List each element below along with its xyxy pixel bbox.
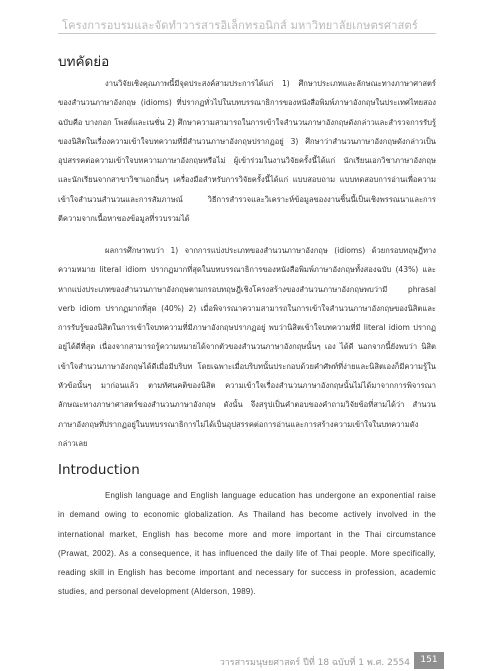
abstract-paragraph-1 [58,74,436,228]
header-divider [58,33,436,34]
page-footer [0,652,480,671]
page-number: 151 [414,652,444,669]
introduction-heading: Introduction [58,462,140,478]
abstract-heading: บทคัดย่อ [58,54,110,70]
abstract-paragraph-2 [58,241,436,453]
introduction-paragraph-1-text: English language and English language education has undergone an exponential raise in demand owing to economic globalization. As Thailand has become actively involved in the international market, English has become more and more important in the Thai circumstance (Prawat, 2002). As a consequence, it has influenced the daily life of Thai people. More specifically, reading skill in English has become important and necessary for success in profession, academic studies, and personal development (Alderson, 1989). [58,491,436,597]
journal-citation: วารสารมนุษยศาสตร์ ปีที่ 18 ฉบับที่ 1 พ.ศ. 2554 [219,658,410,668]
abstract-paragraph-1-text: งานวิจัยเชิงคุณภาพนี้มีจุดประสงค์สามประการได้แก่ 1) ศึกษาประเภทและลักษณะทางภาษาศาสตร์ของสำนวนภาษาอังกฤษ (idioms) ที่ปรากฏทั่วไปในบทบรรณาธิการของหนังสือพิมพ์ภาษาอังกฤษในประเทศไทยสองฉบับคือ บางกอก โพสต์และเนชั่น 2) ศึกษาความสามารถในการเข้าใจสำนวนภาษาอังกฤษดังกล่าวและสำรวจการรับรู้ของนิสิตในเรื่องความเข้าใจบทความที่มีสำนวนภาษาอังกฤษปรากฏอยู่ 3) ศึกษาว่าสำนวนภาษาอังกฤษดังกล่าวเป็นอุปสรรคต่อความเข้าใจบทความภาษาอังกฤษหรือไม่ ผู้เข้าร่วมในงานวิจัยครั้งนี้ได้แก่ นักเรียนเอกวิชาภาษาอังกฤษและนักเรียนจากสาขาวิชาเอกอื่นๆ เครื่องมือสำหรับการวิจัยครั้งนี้ได้แก่ แบบสอบถาม แบบทดสอบการอ่านเพื่อความเข้าใจสำนวนสำนวนและการสัมภาษณ์ วิธีการสำรวจและวิเคราะห์ข้อมูลของงานชิ้นนี้เป็นเชิงพรรณนาและการตีความจากเนื้อหาของข้อมูลที่รวบรวมได้ [58,79,436,224]
running-head: โครงการอบรมและจัดทำวารสารอิเล็กทรอนิกส์ มหาวิทยาลัยเกษตรศาสตร์ [62,19,418,32]
abstract-paragraph-2-text: ผลการศึกษาพบว่า 1) จากการแบ่งประเภทของสำนวนภาษาอังกฤษ (idioms) ด้วยกรอบทฤษฎีทางความหมาย literal idiom ปรากฏมากที่สุดในบทบรรณาธิการของหนังสือพิมพ์ภาษาอังกฤษทั้งสองฉบับ (43%) และหากแบ่งประเภทของสำนวนภาษาอังกฤษตามกรอบทฤษฎีเชิงโครงสร้างของสำนวนภาษาอังกฤษพบว่ามี phrasal verb idiom ปรากฏมากที่สุด (40%) 2) เมื่อพิจารณาความสามารถในการเข้าใจสำนวนภาษาอังกฤษของนิสิตและการรับรู้ของนิสิตในการเข้าใจบทความที่มีภาษาอังกฤษปรากฏอยู่ พบว่านิสิตเข้าใจบทความที่มี literal idiom ปรากฏอยู่ได้ดีที่สุด เนื่องจากสามารถรู้ความหมายได้จากตัวของสำนวนภาษาอังกฤษนั้นๆ เอง ได้ดี นอกจากนี้ยังพบว่า นิสิตเข้าใจสำนวนภาษาอังกฤษได้ดีเมื่อมีบริบท โดยเฉพาะเมื่อบริบทนั้นประกอบด้วยคำศัพท์ที่ง่ายและนิสิตเองก็มีความรู้ในหัวข้อนั้นๆ มาก่อนแล้ว ตามทัศนคติของนิสิต ความเข้าใจเรื่องสำนวนภาษาอังกฤษนั้นไม่ได้มาจากการพิจารณาลักษณะทางภาษาศาสตร์ของสำนวนภาษาอังกฤษ ดังนั้น จึงสรุปเป็นคำตอบของคำถามวิจัยข้อที่สามได้ว่า สำนวนภาษาอังกฤษที่ปรากฏอยู่ในบทบรรณาธิการไม่ได้เป็นอุปสรรคต่อการอ่านและการสร้างความเข้าใจในบทความดังกล่าวเลย [58,246,436,448]
introduction-paragraph-1 [58,486,436,602]
